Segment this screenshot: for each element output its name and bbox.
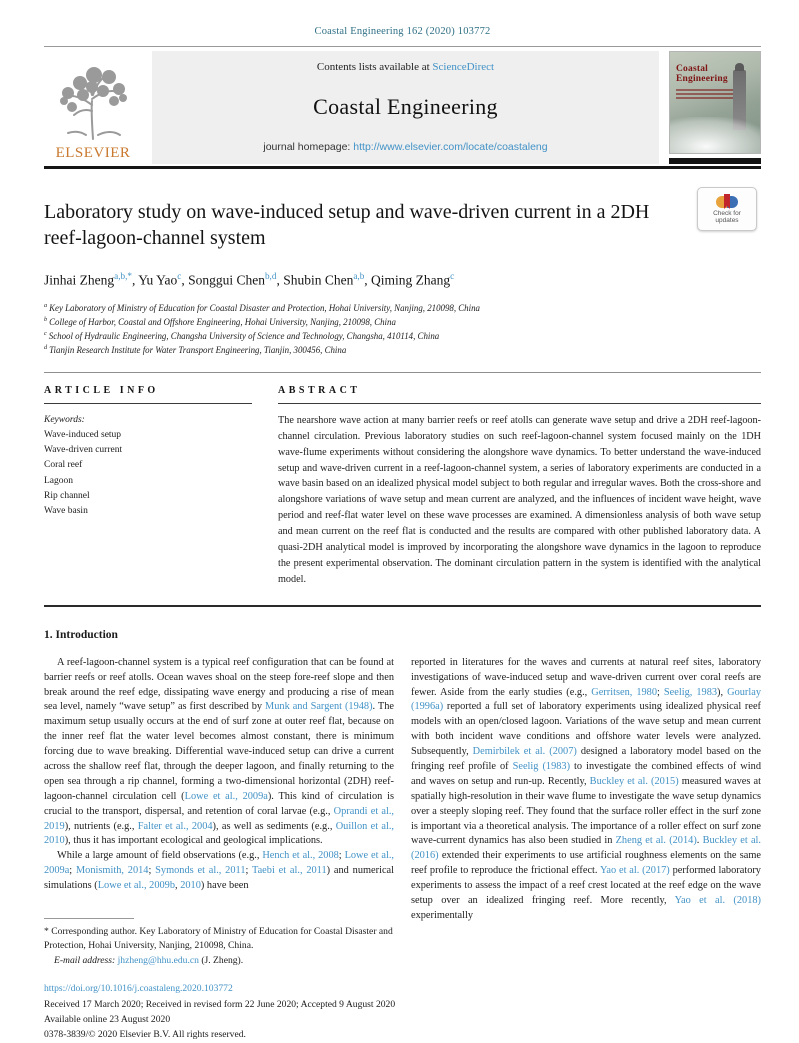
available-online-line: Available online 23 August 2020: [44, 1013, 171, 1025]
authors-line: Jinhai Zheng$^{a,b,*}$, Yu Yao$^c$, Songgui Chen$^{b,d}$, Shubin Chen$^{a,b}$, Qiming Zhang$^c$: [44, 271, 455, 288]
masthead-box: [152, 51, 659, 164]
affiliation-line: $^b$ College of Harbor, Coastal and Offshore Engineering, Hohai University, Nanjing, 210098, China: [44, 315, 396, 327]
inline-link[interactable]: Oprandi et al., 2019: [44, 805, 394, 832]
author-affiliation-superscript: c: [450, 271, 455, 281]
inline-link[interactable]: Lowe et al., 2009b: [97, 880, 176, 892]
keyword-item: Wave-induced setup: [44, 430, 122, 440]
copyright-line: 0378-3839/© 2020 Elsevier B.V. All rights reserved.: [44, 1029, 246, 1041]
introduction-heading: 1. Introduction: [44, 628, 118, 641]
article-info-column: [44, 385, 252, 588]
inline-link[interactable]: jhzheng@hhu.edu.cn: [117, 954, 199, 966]
received-line: Received 17 March 2020; Received in revised form 22 June 2020; Accepted 9 August 2020: [44, 998, 396, 1010]
affiliation-line: $^c$ School of Hydraulic Engineering, Changsha University of Science and Technology, Changsha, 410114, China: [44, 330, 440, 342]
keyword-item: Rip channel: [44, 490, 90, 501]
elsevier-wordmark: ELSEVIER: [55, 145, 131, 161]
inline-link[interactable]: Buckley et al. (2015): [589, 775, 679, 787]
cover-bottom-bar: [669, 158, 761, 164]
keyword-item: Wave-driven current: [44, 445, 123, 456]
inline-link[interactable]: Demirbilek et al. (2007): [472, 746, 577, 758]
body-columns: [44, 656, 761, 968]
paragraph: A reef-lagoon-channel system is a typical reef configuration that can be found at barrier reefs or reef atolls. Ocean waves shoal on the steep fore-reef slope and then break around the reef edge, dissipating wave energy and producing a rise of mean sea level, namely “wave setup” as first described by Munk and Sargent (1948). The maximum setup usually occurs at the end of surf zone at outer reef flat, because on the inner reef flat the water level becomes almost constant, there is minimum forcing due to wave breaking. Differential wave-induced setup can drive a current across the shallow reef flat, through the deeper lagoon, and finally returning to the open sea through a rip channel, forming a two-dimensional horizontal (2DH) reef-lagoon-channel circulation cell (Lowe et al., 2009a). This kind of circulation is crucial to the transport, dispersal, and retention of coral larvae (e.g., Oprandi et al., 2019), nutrients (e.g., Falter et al., 2004), as well as sediments (e.g., Ouillon et al., 2010), thus it has important ecological and geological implications.: [44, 656, 394, 847]
right-column: [411, 656, 761, 968]
inline-link[interactable]: Gerritsen, 1980: [591, 686, 658, 698]
header-citation: Coastal Engineering 162 (2020) 103772: [314, 26, 491, 37]
title-block: [44, 199, 761, 251]
inline-link[interactable]: Ouillon et al., 2010: [44, 820, 394, 847]
journal-cover-column: [669, 51, 761, 164]
journal-title: Coastal Engineering: [313, 94, 498, 119]
crossmark-icon: [716, 194, 738, 209]
inline-link[interactable]: Symonds et al., 2011: [155, 865, 246, 877]
author-affiliation-superscript: c: [177, 271, 182, 281]
author-affiliation-superscript: a,b,*: [114, 271, 132, 281]
inline-link[interactable]: Lowe et al., 2009a: [44, 850, 394, 877]
affiliation-line: $^a$ Key Laboratory of Ministry of Education for Coastal Disaster and Protection, Hohai University, Nanjing, 210098, China: [44, 301, 480, 313]
journal-cover-thumbnail[interactable]: [669, 51, 761, 154]
wave-foam-image: [669, 117, 761, 154]
affiliation-line: $^d$ Tianjin Research Institute for Water Transport Engineering, Tianjin, 300456, China: [44, 344, 347, 356]
cover-title: Coastal Engineering: [676, 64, 728, 84]
inline-link[interactable]: Gourlay (1996a): [411, 686, 761, 713]
inline-link[interactable]: Lowe et al., 2009a: [184, 790, 268, 802]
abstract-heading: ABSTRACT: [278, 384, 361, 396]
italic-label: E-mail address:: [54, 954, 116, 966]
article-info-rule: [44, 403, 252, 404]
homepage-line: journal homepage: http://www.elsevier.com/locate/coastaleng: [263, 141, 548, 153]
email-line: E-mail address: jhzheng@hhu.edu.cn (J. Zheng).: [54, 954, 244, 966]
elsevier-logo[interactable]: [44, 51, 142, 164]
bookmark-icon: [724, 194, 730, 206]
paragraph: reported in literatures for the waves and currents at natural reef sites, laboratory investigations of wave-induced setup and wave-driven current over coral reefs are fewer. Aside from the early studies (e.g., Gerritsen, 1980; Seelig, 1983), Gourlay (1996a) reported a full set of laboratory experiments using idealized physical reef models with an open/closed lagoon. Variations of the wave setup and mean current with both incident wave conditions and offshore water levels were analyzed. Subsequently, Demirbilek et al. (2007) designed a laboratory model based on the fringing reef profile of Seelig (1983) to investigate the combined effects of wind and waves on setup and run-up. Recently, Buckley et al. (2015) measured waves at spatially high-resolution in their wave flume to investigate the wave setup dynamics over a steeply sloping reef. They found that the surface roller effect in the surf zone is important via a theoretical analysis. The importance of a roller effect on surf zone wave-current dynamics has also been studied in Zheng et al. (2014). Buckley et al. (2016) extended their experiments to use artificial roughness elements on the same reef profile to reproduce the frictional effect. Yao et al. (2017) performed laboratory experiments to assess the impact of a reef crest located at the reef edge on the wave setup over an idealized fringing reef. More recently, Yao et al. (2018) experimentally: [411, 656, 762, 921]
inline-link[interactable]: Munk and Sargent (1948): [265, 701, 373, 713]
abstract-column: [278, 385, 761, 588]
inline-link[interactable]: Monismith, 2014: [75, 865, 149, 877]
footnote-block: [44, 918, 394, 968]
inline-link[interactable]: http://www.elsevier.com/locate/coastaleng: [353, 141, 548, 153]
keyword-item: Coral reef: [44, 460, 83, 471]
inline-link[interactable]: Seelig, 1983: [663, 686, 718, 698]
inline-link[interactable]: Yao et al. (2018): [674, 895, 761, 907]
elsevier-tree-icon: [56, 65, 130, 143]
paragraph: While a large amount of field observations (e.g., Hench et al., 2008; Lowe et al., 2009a; Monismith, 2014; Symonds et al., 2011; Taebi et al., 2011) and numerical simulations (Lowe et al., 2009b, 2010) have been: [44, 850, 395, 892]
inline-link[interactable]: Buckley et al. (2016): [411, 835, 762, 862]
article-title: Laboratory study on wave-induced setup and wave-driven current in a 2DH reef-lagoon-channel system: [44, 201, 650, 249]
abstract-bottom-divider: [44, 605, 761, 607]
abstract-rule: [278, 403, 761, 404]
inline-link[interactable]: Yao et al. (2017): [599, 865, 670, 877]
left-column: [44, 656, 394, 968]
keyword-item: Wave basin: [44, 505, 88, 516]
masthead-divider: [44, 166, 761, 169]
masthead: [44, 46, 761, 164]
affiliations-divider: [44, 372, 761, 373]
author-affiliation-superscript: a,b: [353, 271, 365, 281]
keyword-item: Lagoon: [44, 475, 74, 486]
check-for-updates-badge[interactable]: [697, 187, 757, 231]
inline-link[interactable]: Falter et al., 2004: [137, 820, 213, 832]
corresponding-author-note: * Corresponding author. Key Laboratory of Ministry of Education for Coastal Disaster and Protection, Hohai University, Nanjing, 210098, China.: [44, 926, 393, 952]
contents-line: Contents lists available at ScienceDirect: [316, 61, 495, 73]
inline-link[interactable]: Seelig (1983): [512, 761, 571, 773]
info-abstract-section: [44, 385, 761, 588]
inline-link[interactable]: ScienceDirect: [432, 61, 495, 73]
inline-link[interactable]: Zheng et al. (2014): [615, 835, 697, 847]
inline-link[interactable]: Hench et al., 2008: [262, 850, 339, 862]
badge-label: Check for updates: [713, 209, 741, 224]
inline-link[interactable]: Taebi et al., 2011: [252, 865, 327, 877]
affiliations: [44, 301, 761, 358]
keywords-label: Keywords:: [44, 414, 85, 425]
footnote-rule: [44, 918, 134, 919]
doi-link[interactable]: https://doi.org/10.1016/j.coastaleng.2020.103772: [44, 983, 233, 995]
article-info-heading: ARTICLE INFO: [44, 384, 159, 396]
abstract-text: The nearshore wave action at many barrier reefs or reef atolls can generate wave setup and drive a 2DH reef-lagoon-channel circulation. Previous laboratory studies on such reef-lagoon-channel system focused mainly on the 1DH wave-flume experiments without considering the alongshore wave dynamics. To better understand the wave-induced setup and wave-driven current in a reef-lagoon-channel system, a series of laboratory experiments are conducted in a wave basin based on an idealized physical model subject to both regular and irregular waves. Both the cross-shore and alongshore variations of wave setup and mean current are analyzed, and the influences of incident wave height, wave period and reef-flat water level on these wave processes are examined. A dimensionless analysis of both wave setup and mean current on the reef flat is conducted and the results are compared with other published laboratory data. A quasi-2DH analytical model is improved by incorporating the alongshore wave dynamics in the lagoon to reproduce the present experimental observation. The dominant circulation pattern in the system is identified with the analytical model.: [278, 414, 761, 585]
author-affiliation-superscript: b,d: [264, 271, 277, 281]
inline-link[interactable]: 2010: [180, 880, 201, 892]
